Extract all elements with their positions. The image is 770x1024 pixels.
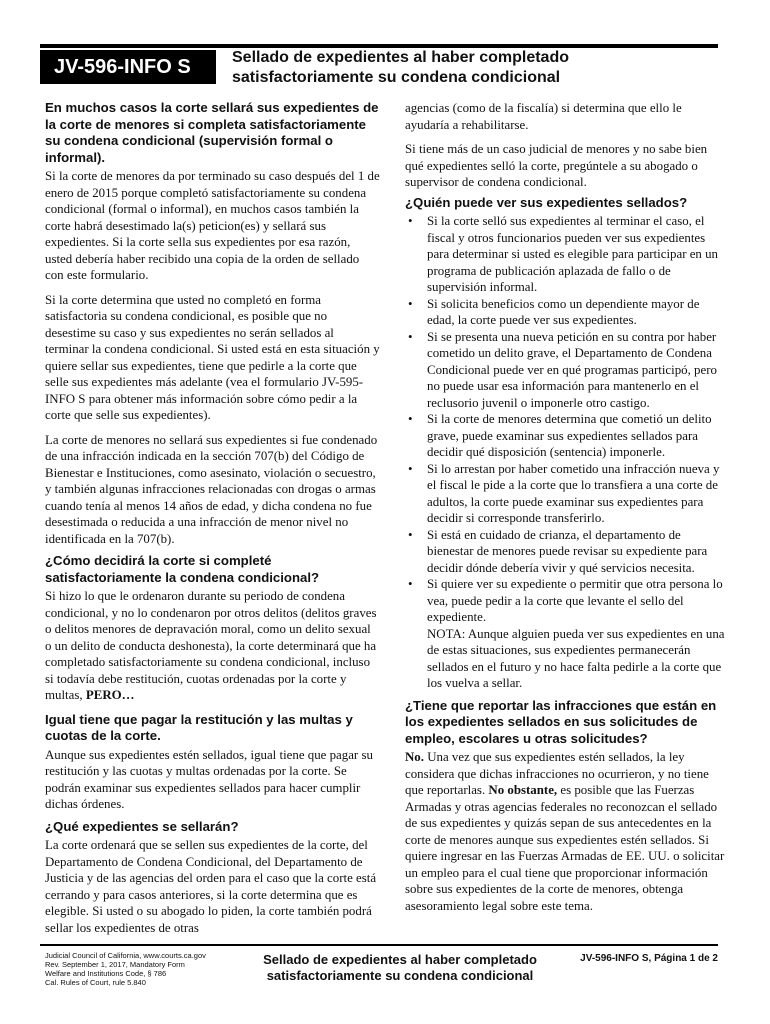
page-title xyxy=(232,48,712,88)
page-title-line1: Sellado de expedientes al haber completado xyxy=(232,49,569,66)
report-text-1: Una vez que sus expedientes estén sellados, la ley considera que dichas infracciones no ocurrieron, y no tiene que reportarlas. xyxy=(405,750,709,797)
footer-line-3: Welfare and Institutions Code, § 786 xyxy=(45,969,167,978)
report-no: No. xyxy=(405,750,424,764)
footer-citations xyxy=(45,951,245,987)
footer-line-4: Cal. Rules of Court, rule 5.840 xyxy=(45,978,146,987)
list-item: • Si solicita beneficios como un dependiente mayor de edad, la corte puede ver sus expedientes. xyxy=(405,296,727,329)
decide-heading: ¿Cómo decidirá la corte si completé satisfactoriamente la condena condicional? xyxy=(45,553,320,585)
more-cases-paragraph: Si tiene más de un caso judicial de menores y no sabe bien qué expedientes selló la corte, pregúntele a su abogado o supervisor de condena condicional. xyxy=(405,142,708,189)
report-however: No obstante, xyxy=(488,783,558,797)
decide-paragraph xyxy=(45,588,380,704)
pay-heading: Igual tiene que pagar la restitución y las multas y cuotas de la corte. xyxy=(45,711,353,743)
report-paragraph xyxy=(405,749,727,914)
which-heading: ¿Qué expedientes se sellarán? xyxy=(45,818,239,834)
intro-paragraph-2: Si la corte determina que usted no completó en forma satisfactoria su condena condicional, es posible que no desestime su caso y sus expedientes no serán sellados al terminar la condena condicional. Si usted está en esta situación y quiere sellar sus expedientes, tiene que pedirle a la corte que selle sus expedientes más adelante (vea el formulario JV-595-INFO S para obtener más información sobre cómo pedir a la corte que selle sus expedientes). xyxy=(45,292,380,422)
intro-paragraph-3: La corte de menores no sellará sus expedientes si fue condenado de una infracción indicada en la sección 707(b) del Código de Bienestar e Instituciones, como asesinato, violación o secuestro, y también algunas infracciones relacionadas con drogas o armas cuando tenía al menos 14 años de edad, y dicha condena no fue desestimada o reducida a una infracción de menor nivel no identificada en la 707(b). xyxy=(45,432,378,546)
report-heading: ¿Tiene que reportar las infracciones que están en los expedientes sellados en sus solicitudes de empleo, escolares u otras solicitudes? xyxy=(405,697,717,746)
list-item: • Si se presenta una nueva petición en su contra por haber cometido un delito grave, el Departamento de Condena Condicional puede ver en qué programas participó, pero no puede usar esa información para mantenerlo en el reclusorio juvenil o imponerle otro castigo. xyxy=(405,329,727,412)
page-title-line2: satisfactoriamente su condena condicional xyxy=(232,69,561,86)
footer-line-2: Rev. September 1, 2017, Mandatory Form xyxy=(45,960,185,969)
footer-rule xyxy=(40,944,718,946)
form-id: JV-596-INFO S xyxy=(54,56,191,78)
pay-paragraph: Aunque sus expedientes estén sellados, igual tiene que pagar su restitución y las cuotas y multas ordenadas por la corte. Se podrán examinar sus expedientes sellados para hacer cumplir dichas órdenes. xyxy=(45,747,373,811)
list-item: • Si está en cuidado de crianza, el departamento de bienestar de menores puede revisar su expediente para decidir dónde debería vivir y qué servicios necesita. xyxy=(405,527,727,577)
left-column xyxy=(45,100,380,944)
intro-heading: En muchos casos la corte sellará sus expedientes de la corte de menores si completa satisfactoriamente su condena condicional (supervisión formal o informal). xyxy=(45,100,379,165)
form-id-badge xyxy=(40,50,216,84)
list-item-text: Si quiere ver su expediente o permitir que otra persona lo vea, puede pedir a la corte que levante el sello del expediente. xyxy=(427,577,723,624)
list-item: • Si la corte de menores determina que cometió un delito grave, puede examinar sus expedientes sellados para decidir qué disposición (sentencia) imponerle. xyxy=(405,411,727,461)
who-heading: ¿Quién puede ver sus expedientes sellados? xyxy=(405,194,688,210)
list-item: • Si la corte selló sus expedientes al terminar el caso, el fiscal y otros funcionarios pueden ver sus expedientes para determinar si usted es elegible para participar en un programa de publicación aplazada de fallo o de supervisión informal. xyxy=(405,213,727,296)
report-text-2: es posible que las Fuerzas Armadas y otras agencias federales no reconozcan el sellado de sus expedientes y quizás sepan de sus antecedentes en la corte de menores aunque sus expedientes estén sellados. Si quiere ingresar en las Fuerzas Armadas de EE. UU. o solicitar un empleo para el cual tiene que proporcionar información sobre sus expedientes de la corte de menores, obtenga asesoramiento legal sobre este tema. xyxy=(405,783,725,913)
footer-title-line1: Sellado de expedientes al haber completado xyxy=(263,952,537,967)
decide-text: Si hizo lo que le ordenaron durante su periodo de condena condicional, y no lo condenaron por otros delitos (delitos graves o delitos menores de depravación moral, como un delito sexual o un delito de conducta deshonesta), la corte determinará que ha completado satisfactoriamente su condena condicional, incluso si todavía debe restitución, cuotas ordenadas por la corte y multas, xyxy=(45,589,377,702)
who-list xyxy=(405,213,727,692)
right-column xyxy=(405,100,727,922)
page-number: JV-596-INFO S, Página 1 de 2 xyxy=(580,953,718,964)
footer-line-1: Judicial Council of California, www.courts.ca.gov xyxy=(45,951,206,960)
intro-paragraph-1: Si la corte de menores da por terminado su caso después del 1 de enero de 2015 porque completó satisfactoriamente su condena condicional (formal o informal), en muchos casos también la corte habrá desestimado la(s) peticion(es) y sellará sus expedientes. Si la corte sella sus expedientes por esa razón, usted debería haber recibido una copia de la orden de sellado con este formulario. xyxy=(45,169,380,282)
list-item xyxy=(405,576,727,692)
footer-title xyxy=(250,952,550,984)
which-paragraph: La corte ordenará que se sellen sus expedientes de la corte, del Departamento de Condena Condicional, del Departamento de Justicia y de las agencias del orden para el caso que la corte está cerrando y para casos anteriores, si la corte determina que es elegible. Si usted o su abogado lo piden, la corte también podrá sellar los expedientes de otras xyxy=(45,838,377,935)
note-text: NOTA: Aunque alguien pueda ver sus expedientes en una de estas situaciones, sus expedientes permanecerán sellados en el futuro y no hace falta pedirle a la corte que los vuelva a sellar. xyxy=(427,626,725,690)
decide-pero: PERO… xyxy=(85,688,135,702)
continued-paragraph: agencias (como de la fiscalía) si determina que ello le ayudaría a rehabilitarse. xyxy=(405,101,682,132)
footer-title-line2: satisfactoriamente su condena condicional xyxy=(266,968,534,983)
list-item: • Si lo arrestan por haber cometido una infracción nueva y el fiscal le pide a la corte que lo transfiera a una corte de adultos, la corte puede examinar sus expedientes para decidir si corresponde transferirlo. xyxy=(405,461,727,527)
